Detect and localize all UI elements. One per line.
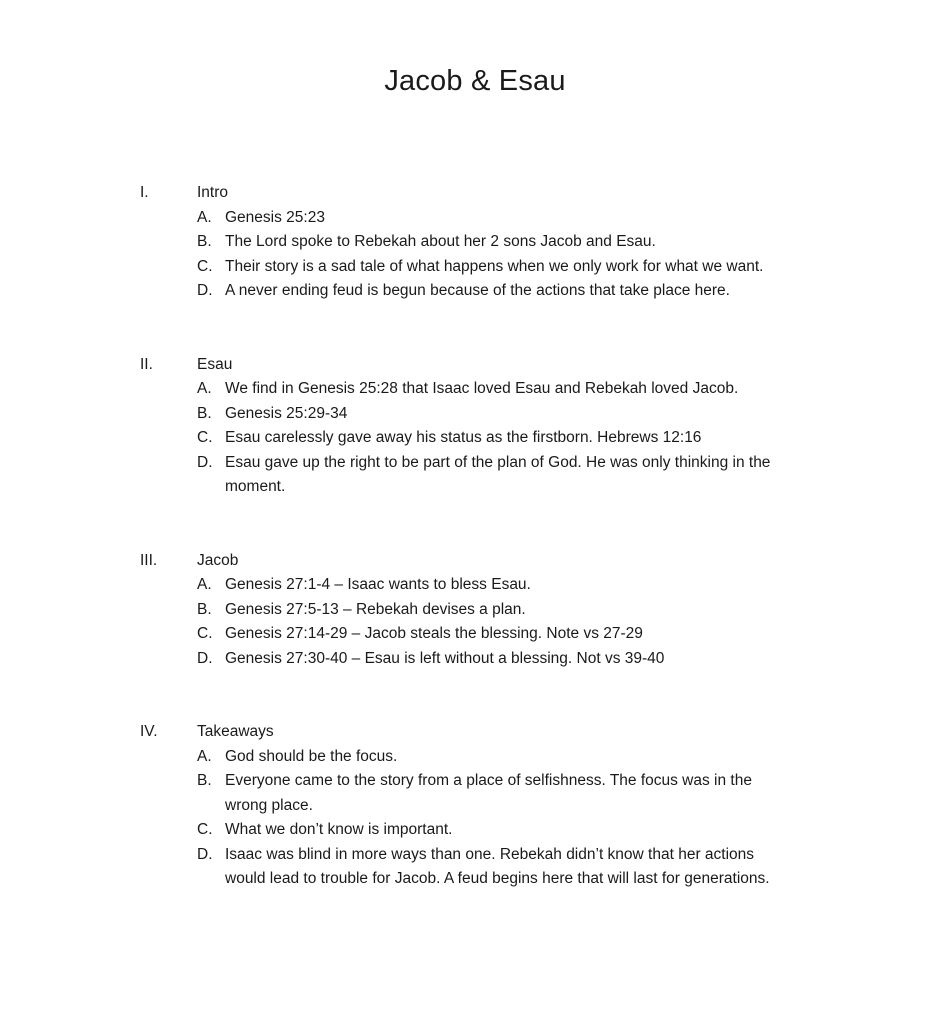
section-numeral: I. (140, 184, 149, 201)
item-text: Everyone came to the story from a place of selfishness. The focus was in the wrong place. (225, 772, 752, 814)
item-letter: D. (197, 845, 213, 863)
item-text: Genesis 27:5-13 – Rebekah devises a plan. (225, 600, 526, 618)
outline-item (197, 279, 785, 304)
outline-item (197, 745, 785, 770)
section-numeral: IV. (140, 723, 158, 740)
outline-item (197, 598, 785, 623)
item-text: God should be the focus. (225, 747, 398, 765)
section-heading: Takeaways (197, 723, 274, 740)
section-content (197, 720, 785, 892)
item-text: Esau gave up the right to be part of the plan of God. He was only thinking in the moment. (225, 453, 771, 495)
outline-item (197, 402, 785, 427)
section-takeaways (140, 720, 950, 892)
section-intro (140, 181, 950, 304)
outline-item (197, 230, 785, 255)
item-letter: C. (197, 257, 213, 275)
item-text: What we don’t know is important. (225, 821, 453, 838)
section-content (197, 549, 785, 672)
outline-item (197, 622, 785, 647)
item-text: Genesis 27:1-4 – Isaac wants to bless Esau. (225, 576, 531, 593)
item-text: Esau carelessly gave away his status as the firstborn. Hebrews 12:16 (225, 429, 702, 446)
item-letter: B. (197, 404, 212, 422)
outline-item (197, 426, 785, 451)
outline-item (197, 818, 785, 843)
item-letter: D. (197, 282, 213, 299)
item-letter: B. (197, 772, 212, 789)
item-letter: A. (197, 747, 212, 765)
item-letter: D. (197, 649, 213, 667)
section-numeral: III. (140, 551, 158, 569)
outline-item (197, 769, 785, 818)
outline-item (197, 647, 785, 672)
item-letter: D. (197, 453, 213, 471)
outline (140, 181, 950, 892)
item-letter: C. (197, 625, 213, 642)
section-content (197, 181, 785, 304)
item-text: Genesis 27:30-40 – Esau is left without a blessing. Not vs 39-40 (225, 649, 665, 667)
section-esau (140, 353, 950, 500)
document-title: Jacob & Esau (384, 65, 566, 97)
item-text: Their story is a sad tale of what happens when we only work for what we want. (225, 257, 764, 275)
item-text: The Lord spoke to Rebekah about her 2 sons Jacob and Esau. (225, 233, 656, 250)
outline-item (197, 206, 785, 231)
section-jacob (140, 549, 950, 672)
outline-item (197, 843, 785, 892)
item-text: Genesis 25:23 (225, 208, 325, 226)
outline-item (197, 255, 785, 280)
item-letter: C. (197, 821, 213, 838)
item-letter: B. (197, 233, 212, 250)
section-content (197, 353, 785, 500)
item-letter: C. (197, 429, 213, 446)
item-letter: B. (197, 600, 212, 618)
item-letter: A. (197, 208, 212, 226)
item-letter: A. (197, 380, 212, 397)
item-letter: A. (197, 576, 212, 593)
outline-item (197, 377, 785, 402)
outline-item (197, 573, 785, 598)
item-text: Genesis 27:14-29 – Jacob steals the blessing. Note vs 27-29 (225, 625, 643, 642)
section-heading: Intro (197, 184, 229, 201)
item-text: Isaac was blind in more ways than one. Rebekah didn’t know that her actions would lead to trouble for Jacob. A feud begins here that will last for generations. (225, 845, 770, 887)
section-numeral: II. (140, 355, 153, 373)
outline-item (197, 451, 785, 500)
section-heading: Esau (197, 355, 233, 373)
item-text: Genesis 25:29-34 (225, 404, 348, 422)
item-text: A never ending feud is begun because of the actions that take place here. (225, 282, 730, 299)
item-text: We find in Genesis 25:28 that Isaac loved Esau and Rebekah loved Jacob. (225, 380, 739, 397)
section-heading: Jacob (197, 551, 239, 569)
